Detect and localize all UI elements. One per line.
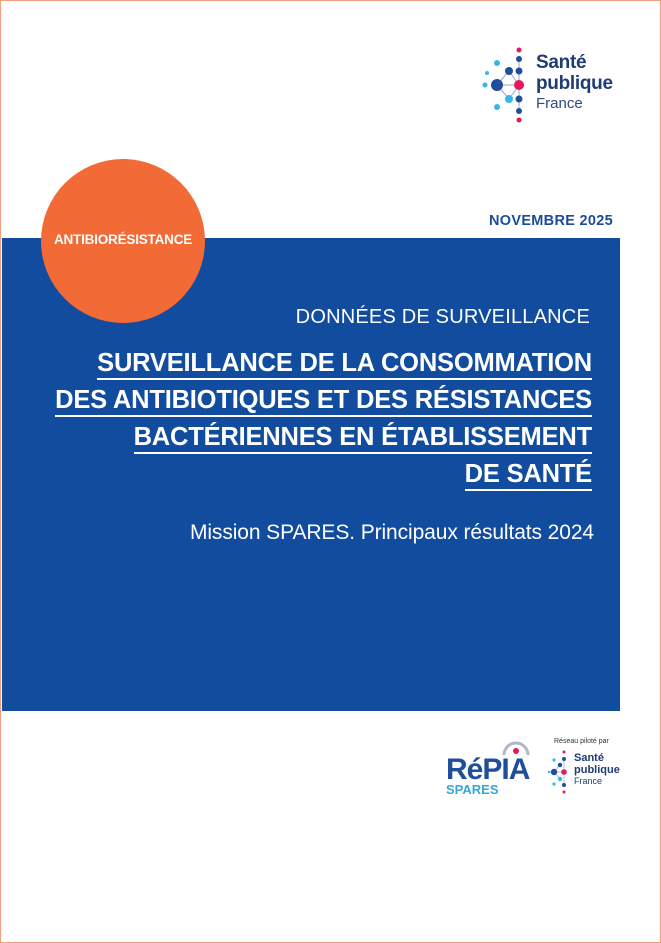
title-line-text: DE SANTÉ bbox=[465, 460, 592, 491]
title-line-text: DES ANTIBIOTIQUES ET DES RÉSISTANCES bbox=[55, 386, 592, 417]
repia-spares-logo bbox=[444, 737, 554, 801]
logo-line-3: France bbox=[536, 95, 583, 112]
repia-subtitle: SPARES bbox=[446, 782, 499, 797]
sante-publique-france-logo bbox=[479, 43, 629, 123]
sante-publique-france-logo-small bbox=[547, 749, 627, 795]
logo-small-line-3: France bbox=[574, 776, 603, 786]
logo-small-line-2: publique bbox=[574, 764, 620, 776]
logo-line-2: publique bbox=[536, 73, 613, 94]
title-line-text: BACTÉRIENNES EN ÉTABLISSEMENT bbox=[134, 423, 592, 454]
title-line-text: SURVEILLANCE DE LA CONSOMMATION bbox=[97, 349, 592, 380]
document-type: DONNÉES DE SURVEILLANCE bbox=[295, 306, 590, 328]
report-subtitle: Mission SPARES. Principaux résultats 2024 bbox=[189, 521, 594, 544]
piloted-by-label: Réseau piloté par bbox=[554, 738, 609, 745]
logo-small-wordmark bbox=[574, 753, 620, 786]
report-title bbox=[12, 345, 592, 493]
publication-date: NOVEMBRE 2025 bbox=[489, 213, 613, 229]
network-dots-icon bbox=[479, 43, 539, 123]
title-line bbox=[12, 345, 592, 382]
logo-line-1: Santé bbox=[536, 52, 587, 73]
network-dots-icon bbox=[547, 749, 573, 795]
logo-small-line-1: Santé bbox=[574, 752, 604, 764]
logo-wordmark bbox=[536, 53, 613, 111]
topic-badge-label: ANTIBIORÉSISTANCE bbox=[53, 232, 193, 247]
topic-badge bbox=[41, 159, 205, 323]
title-line bbox=[12, 382, 592, 419]
title-line bbox=[12, 456, 592, 493]
title-line bbox=[12, 419, 592, 456]
repia-wordmark: RéPIA bbox=[446, 753, 530, 786]
